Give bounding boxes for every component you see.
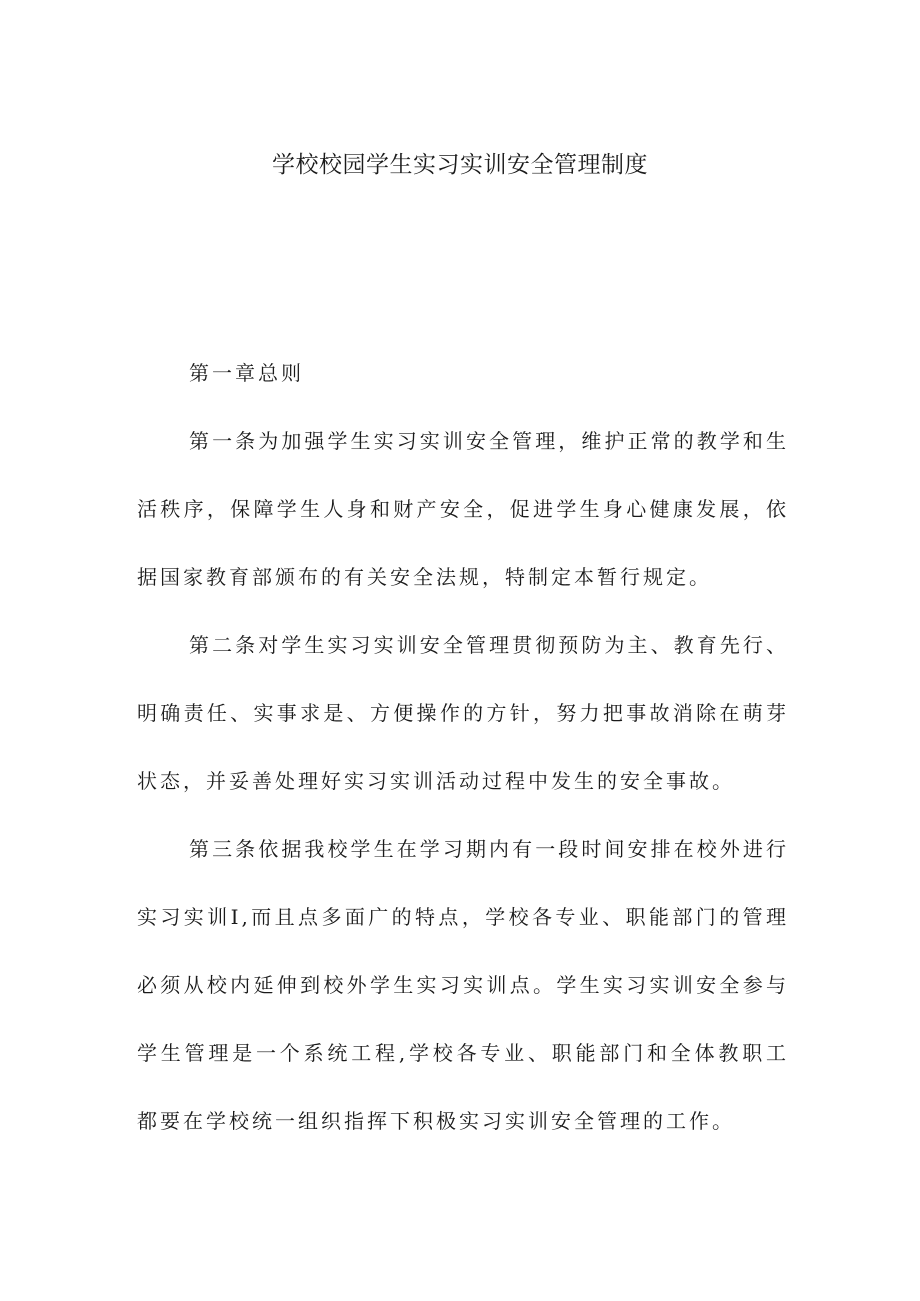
document-title: 学校校园学生实习实训安全管理制度 <box>272 152 648 178</box>
article-3: 第三条依据我校学生在学习期内有一段时间安排在校外进行实习实训I,而且点多面广的特点，学校各专业、职能部门的管理必须从校内延伸到校外学生实习实训点。学生实习实训安全参与学生管理是一个系统工程,学校各专业、职能部门和全体教职工都要在学校统一组织指挥下积极实习实训安全管理的工作。 <box>137 837 789 1133</box>
chapter-heading: 第一章总则 <box>189 361 304 385</box>
article-1: 第一条为加强学生实习实训安全管理，维护正常的教学和生活秩序，保障学生人身和财产安全，促进学生身心健康发展，依据国家教育部颁布的有关安全法规，特制定本暂行规定。 <box>137 429 789 589</box>
article-2: 第二条对学生实习实训安全管理贯彻预防为主、教育先行、明确责任、实事求是、方便操作的方针，努力把事故消除在萌芽状态，并妥善处理好实习实训活动过程中发生的安全事故。 <box>137 633 789 793</box>
document-body <box>137 339 789 1155</box>
